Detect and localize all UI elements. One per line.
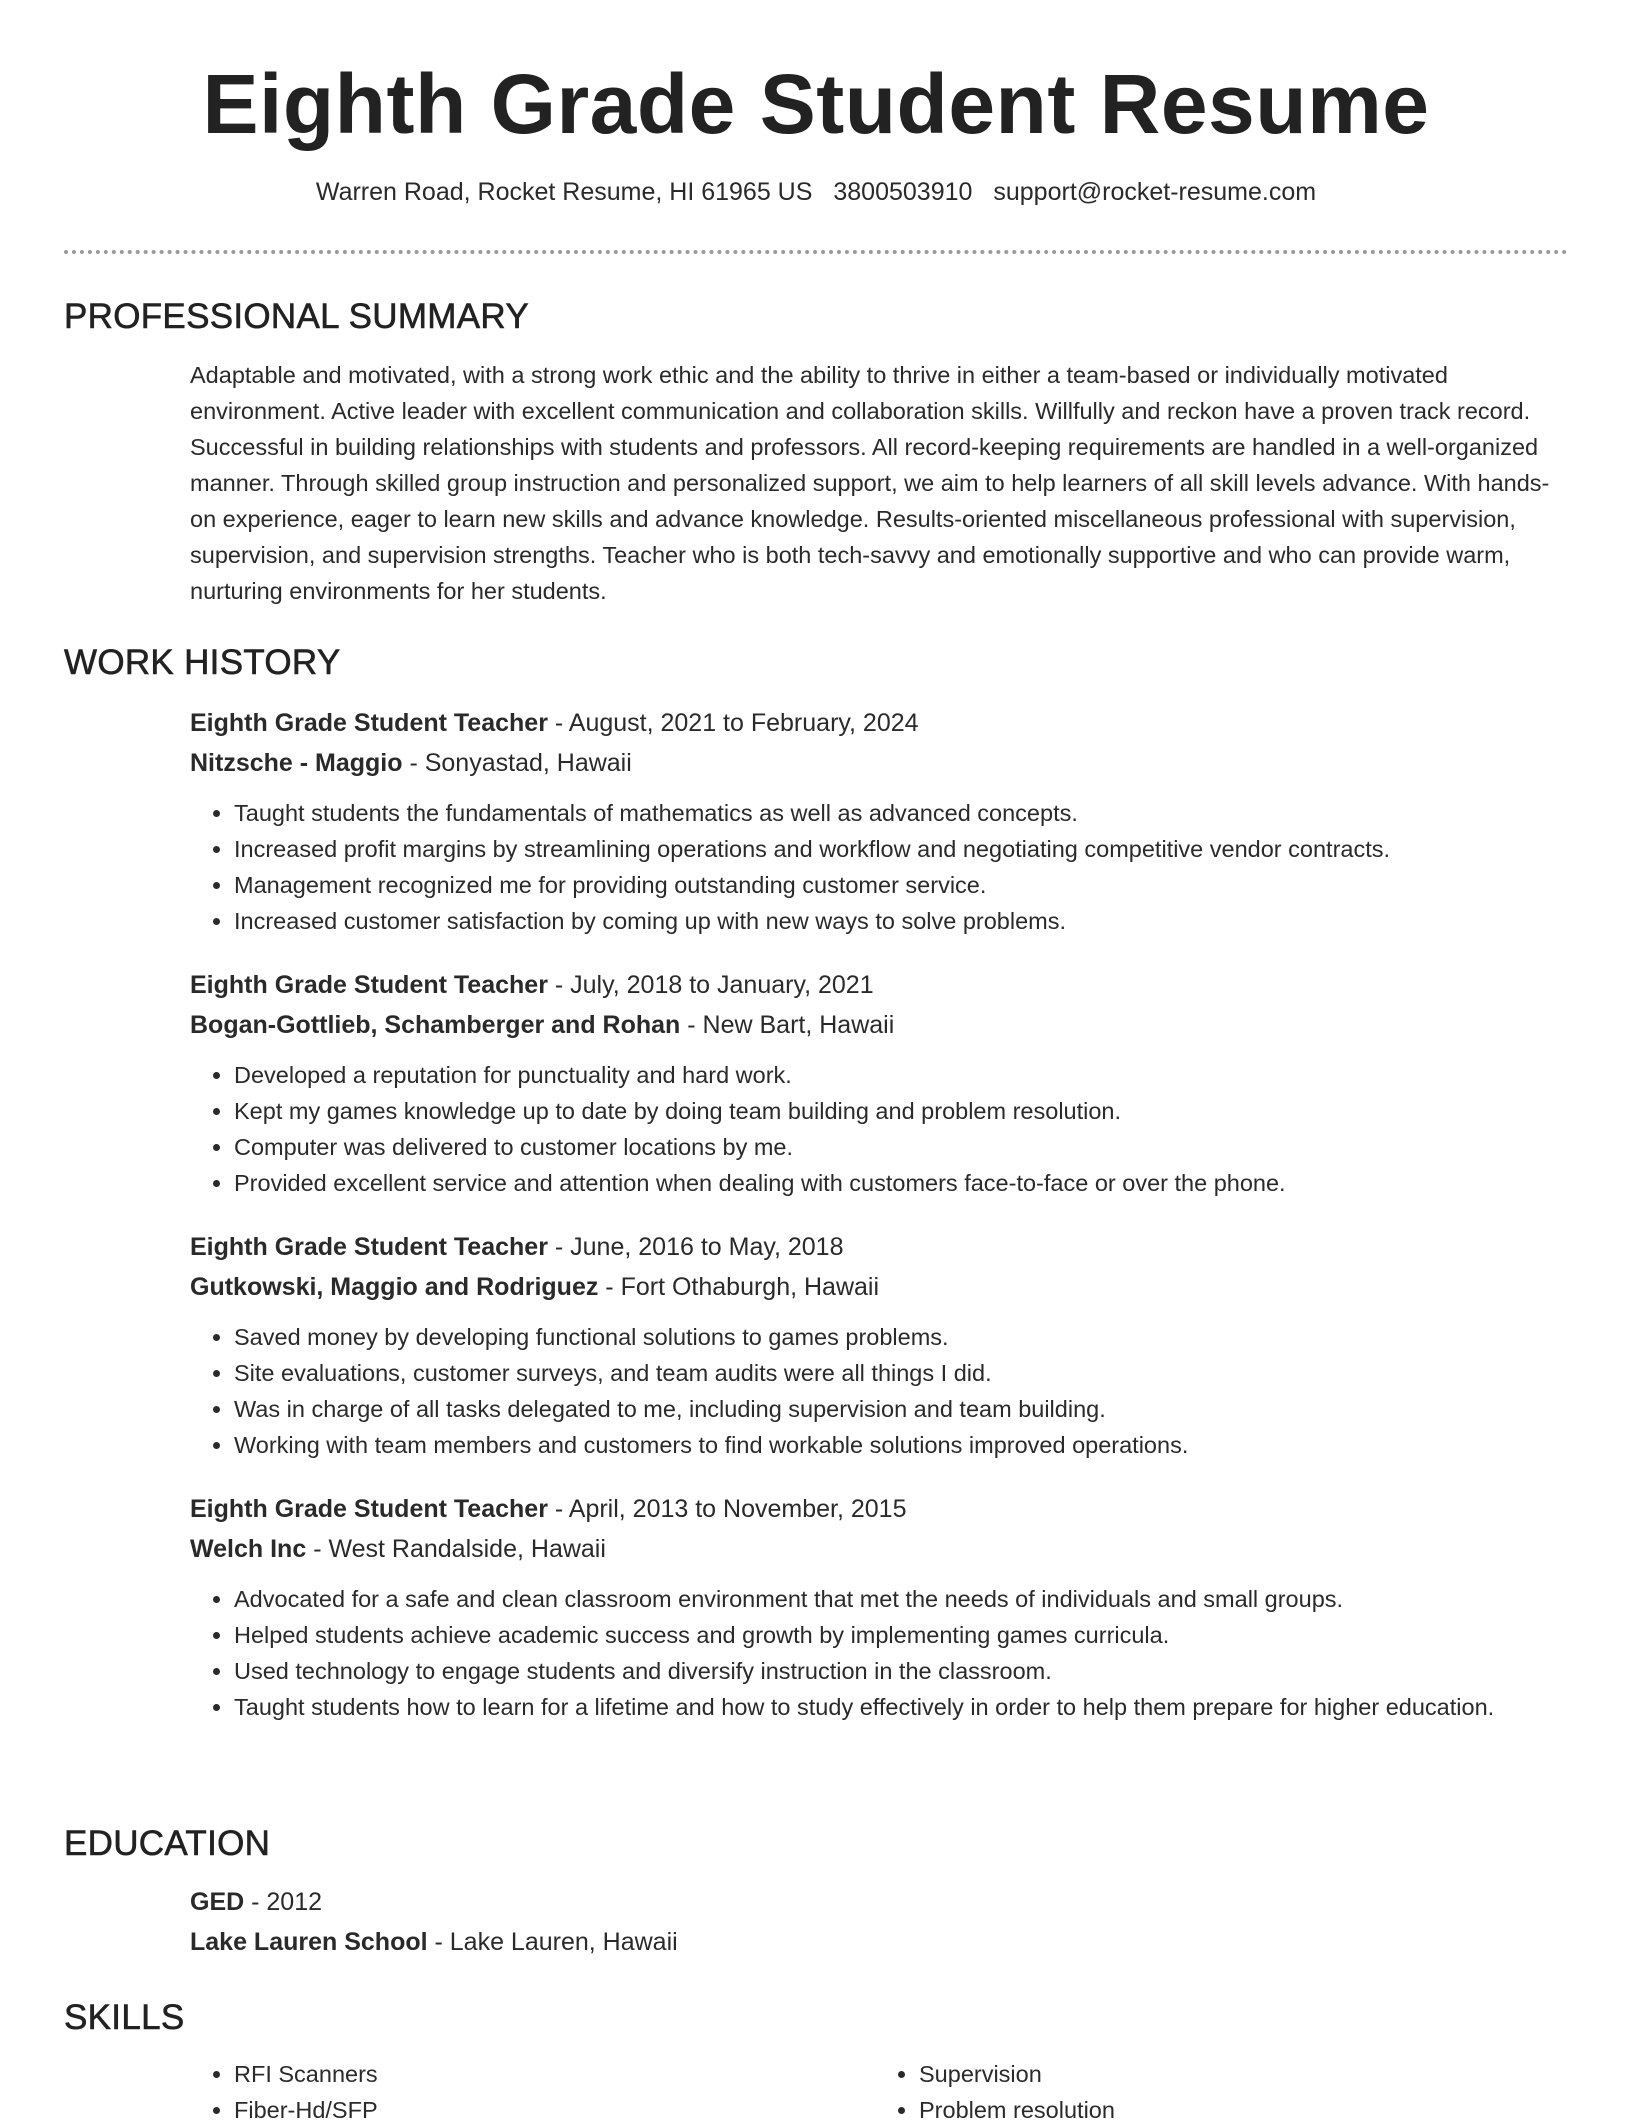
job-title-line — [190, 703, 1560, 743]
job-duty: • Advocated for a safe and clean classroom environment that met the needs of individuals and small groups. — [234, 1581, 1560, 1617]
job-duty: • Taught students how to learn for a lifetime and how to study effectively in order to help them prepare for higher education. — [234, 1689, 1560, 1725]
education-heading: EDUCATION — [64, 1824, 271, 1863]
job-duty: • Provided excellent service and attention when dealing with customers face-to-face or over the phone. — [234, 1165, 1560, 1201]
job-duty: • Was in charge of all tasks delegated to me, including supervision and team building. — [234, 1391, 1560, 1427]
skills-column-right — [875, 2056, 1560, 2128]
job-title: Eighth Grade Student Teacher — [190, 709, 548, 737]
contact-line — [0, 178, 1632, 207]
job-title-line — [190, 1227, 1560, 1267]
skills-heading: SKILLS — [64, 1998, 185, 2037]
job-duties — [190, 1057, 1560, 1201]
resume-title: Eighth Grade Student Resume — [202, 57, 1430, 151]
work-history-heading: WORK HISTORY — [64, 643, 341, 682]
contact-address: Warren Road, Rocket Resume, HI 61965 US — [315, 178, 813, 206]
skill-item: • Supervision — [919, 2056, 1560, 2092]
skill-item: • Fiber-Hd/SFP — [234, 2092, 875, 2128]
skills-list — [875, 2056, 1560, 2128]
job-entry — [190, 1489, 1560, 1725]
job-location: - West Randalside, Hawaii — [306, 1535, 606, 1563]
job-duty: • Management recognized me for providing outstanding customer service. — [234, 867, 1560, 903]
summary-heading: PROFESSIONAL SUMMARY — [64, 297, 529, 336]
job-duty: • Computer was delivered to customer locations by me. — [234, 1129, 1560, 1165]
job-location: - Fort Othaburgh, Hawaii — [598, 1273, 880, 1301]
job-company: Welch Inc — [190, 1535, 307, 1563]
job-company: Gutkowski, Maggio and Rodriguez — [190, 1273, 599, 1301]
job-duty: • Site evaluations, customer surveys, and team audits were all things I did. — [234, 1355, 1560, 1391]
skills-body — [190, 2056, 1560, 2128]
job-location: - New Bart, Hawaii — [680, 1011, 895, 1039]
job-duty: • Used technology to engage students and diversify instruction in the classroom. — [234, 1653, 1560, 1689]
job-company-line — [190, 1267, 1560, 1307]
job-duty: • Kept my games knowledge up to date by doing team building and problem resolution. — [234, 1093, 1560, 1129]
education-section — [64, 1824, 1568, 1962]
job-duty: • Increased customer satisfaction by coming up with new ways to solve problems. — [234, 903, 1560, 939]
job-company-line — [190, 1529, 1560, 1569]
job-company: Bogan-Gottlieb, Schamberger and Rohan — [190, 1011, 681, 1039]
school-location: - Lake Lauren, Hawaii — [427, 1928, 678, 1956]
degree-year: - 2012 — [244, 1888, 323, 1916]
summary-body — [190, 357, 1560, 609]
job-duty: • Working with team members and customers to find workable solutions improved operations. — [234, 1427, 1560, 1463]
contact-phone: 3800503910 — [833, 178, 973, 206]
summary-text: Adaptable and motivated, with a strong work ethic and the ability to thrive in either a team-based or individually motivated environment. Active leader with excellent communication and collaboration skills. Willfully and reckon have a proven track record. Successful in building relationships with students and professors. All record-keeping requirements are handled in a well-organized manner. Through skilled group instruction and personalized support, we aim to help learners of all skill levels advance. With hands-on experience, eager to learn new skills and advance knowledge. Results-oriented miscellaneous professional with supervision, supervision, and supervision strengths. Teacher who is both tech-savvy and emotionally supportive and who can provide warm, nurturing environments for her students. — [190, 362, 1550, 604]
job-duties — [190, 1319, 1560, 1463]
degree-line — [190, 1882, 1560, 1922]
job-duty: • Taught students the fundamentals of mathematics as well as advanced concepts. — [234, 795, 1560, 831]
job-title-line — [190, 965, 1560, 1005]
contact-email: support@rocket-resume.com — [993, 178, 1317, 206]
job-title: Eighth Grade Student Teacher — [190, 1233, 548, 1261]
job-company-line — [190, 743, 1560, 783]
job-dates: - July, 2018 to January, 2021 — [547, 971, 874, 999]
job-duties — [190, 795, 1560, 939]
skill-item: • RFI Scanners — [234, 2056, 875, 2092]
work-history-body — [190, 703, 1560, 1725]
skill-item: • Problem resolution — [919, 2092, 1560, 2128]
degree: GED — [190, 1888, 245, 1916]
job-entry — [190, 965, 1560, 1201]
job-title-line — [190, 1489, 1560, 1529]
skills-section — [64, 1998, 1568, 2128]
job-entry — [190, 1227, 1560, 1463]
header-divider — [64, 250, 1568, 254]
job-duty: • Increased profit margins by streamlining operations and workflow and negotiating competitive vendor contracts. — [234, 831, 1560, 867]
work-history-section — [64, 643, 1568, 1751]
school-line — [190, 1922, 1560, 1962]
job-dates: - April, 2013 to November, 2015 — [547, 1495, 907, 1523]
job-duty: • Developed a reputation for punctuality and hard work. — [234, 1057, 1560, 1093]
job-location: - Sonyastad, Hawaii — [402, 749, 632, 777]
skills-column-left — [190, 2056, 875, 2128]
job-duty: • Helped students achieve academic success and growth by implementing games curricula. — [234, 1617, 1560, 1653]
education-body — [190, 1882, 1560, 1962]
skills-list — [190, 2056, 875, 2128]
job-title: Eighth Grade Student Teacher — [190, 971, 548, 999]
job-title: Eighth Grade Student Teacher — [190, 1495, 548, 1523]
job-company-line — [190, 1005, 1560, 1045]
summary-section — [64, 297, 1568, 609]
school-name: Lake Lauren School — [190, 1928, 428, 1956]
job-company: Nitzsche - Maggio — [190, 749, 403, 777]
job-dates: - June, 2016 to May, 2018 — [547, 1233, 844, 1261]
job-duties — [190, 1581, 1560, 1725]
job-dates: - August, 2021 to February, 2024 — [547, 709, 919, 737]
job-duty: • Saved money by developing functional solutions to games problems. — [234, 1319, 1560, 1355]
job-entry — [190, 703, 1560, 939]
skills-grid — [190, 2056, 1560, 2128]
